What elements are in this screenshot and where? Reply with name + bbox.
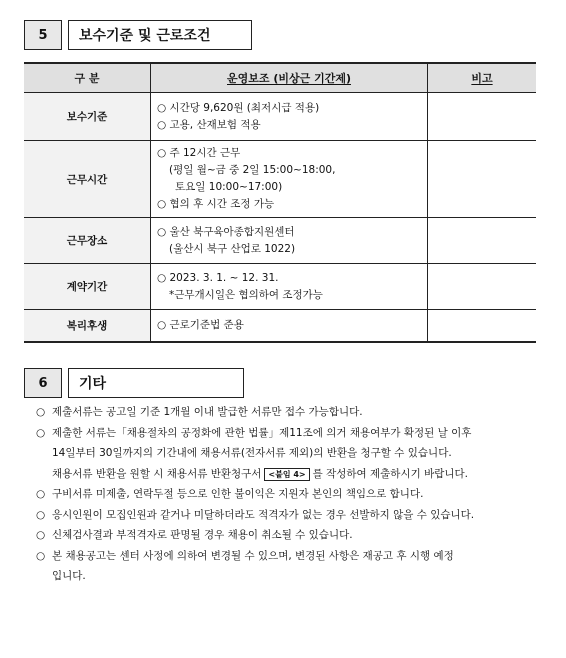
section-6-header: [24, 368, 244, 398]
header-position: [151, 63, 428, 93]
section-6-number: 6: [24, 368, 62, 398]
row-label: 계약기간: [24, 264, 151, 310]
content-line: 토요일 10:00~17:00): [175, 181, 283, 193]
row-label: 근무시간: [24, 141, 151, 218]
list-item: [36, 546, 546, 567]
bullet-icon: ○: [36, 406, 46, 418]
content-line: ○ 근로기준법 준용: [157, 318, 244, 331]
bullet-icon: ○: [36, 488, 46, 500]
list-item: [36, 505, 546, 526]
row-note: [428, 141, 537, 218]
note-continuation: 입니다.: [52, 570, 86, 582]
note-text: 채용서류 반환을 원할 시 채용서류 반환청구서: [52, 467, 262, 480]
note-text: 구비서류 미제출, 연락두절 등으로 인한 불이익은 지원자 본인의 책임으로 합니다.: [52, 488, 424, 500]
table-header-row: [24, 63, 536, 93]
note-continuation: 14일부터 30일까지의 기간내에 채용서류(전자서류 제외)의 반환을 청구할 수 있습니다.: [52, 447, 452, 459]
row-content: [151, 264, 428, 310]
content-line: ○ 고용, 산재보험 적용: [157, 118, 261, 131]
conditions-table: [24, 62, 536, 343]
row-content: [151, 93, 428, 141]
row-content: [151, 141, 428, 218]
note-continuation: [36, 464, 546, 485]
section-5-header: [24, 20, 252, 50]
table-row: [24, 218, 536, 264]
row-content: [151, 310, 428, 342]
note-text: 제출한 서류는「채용절차의 공정화에 관한 법률」제11조에 의거 채용여부가 확정된 날 이후: [52, 426, 472, 439]
table-row: [24, 264, 536, 310]
header-category-label: 구 분: [74, 72, 100, 85]
note-text: 신체검사결과 부적격자로 판명될 경우 채용이 취소될 수 있습니다.: [52, 529, 353, 541]
content-line: ○ 주 12시간 근무: [157, 147, 241, 159]
row-content: [151, 218, 428, 264]
row-note: [428, 310, 537, 342]
list-item: [36, 423, 546, 444]
attachment-tag: <붙임 4>: [264, 468, 309, 481]
bullet-icon: ○: [36, 426, 46, 439]
content-line: ○ 협의 후 시간 조정 가능: [157, 198, 275, 210]
etc-notes: [36, 402, 546, 587]
note-text: 제출서류는 공고일 기준 1개월 이내 발급한 서류만 접수 가능합니다.: [52, 406, 363, 418]
note-text: 를 작성하여 제출하시기 바랍니다.: [312, 467, 468, 480]
list-item: [36, 525, 546, 546]
content-line: (평일 월~금 중 2일 15:00~18:00,: [169, 164, 336, 176]
content-line: ○ 울산 북구육아종합지원센터: [157, 225, 295, 238]
table-row: [24, 93, 536, 141]
header-category: [24, 63, 151, 93]
table-row: [24, 310, 536, 342]
content-line: *근무개시일은 협의하여 조정가능: [169, 288, 323, 301]
content-line: ○ 시간당 9,620원 (최저시급 적용): [157, 101, 320, 114]
row-note: [428, 264, 537, 310]
section-5-number: 5: [24, 20, 62, 50]
content-line: ○ 2023. 3. 1. ~ 12. 31.: [157, 271, 279, 284]
row-label: 근무장소: [24, 218, 151, 264]
section-5-title: 보수기준 및 근로조건: [68, 20, 252, 50]
list-item: [36, 402, 546, 423]
section-6-title: 기타: [68, 368, 244, 398]
row-note: [428, 218, 537, 264]
bullet-icon: ○: [36, 508, 46, 521]
row-label: 복리후생: [24, 310, 151, 342]
row-note: [428, 93, 537, 141]
header-position-label: 운영보조 (비상근 기간제): [227, 72, 351, 85]
content-line: (울산시 북구 산업로 1022): [169, 242, 296, 255]
list-item: [36, 484, 546, 505]
bullet-icon: ○: [36, 549, 46, 562]
header-note: [428, 63, 537, 93]
note-text: 응시인원이 모집인원과 같거나 미달하더라도 적격자가 없는 경우 선발하지 않을 수 있습니다.: [52, 508, 475, 521]
note-text: 본 채용공고는 센터 사정에 의하여 변경될 수 있으며, 변경된 사항은 재공고 후 시행 예정: [52, 549, 454, 562]
row-label: 보수기준: [24, 93, 151, 141]
bullet-icon: ○: [36, 529, 46, 541]
header-note-label: 비고: [471, 72, 493, 85]
table-row: [24, 141, 536, 218]
